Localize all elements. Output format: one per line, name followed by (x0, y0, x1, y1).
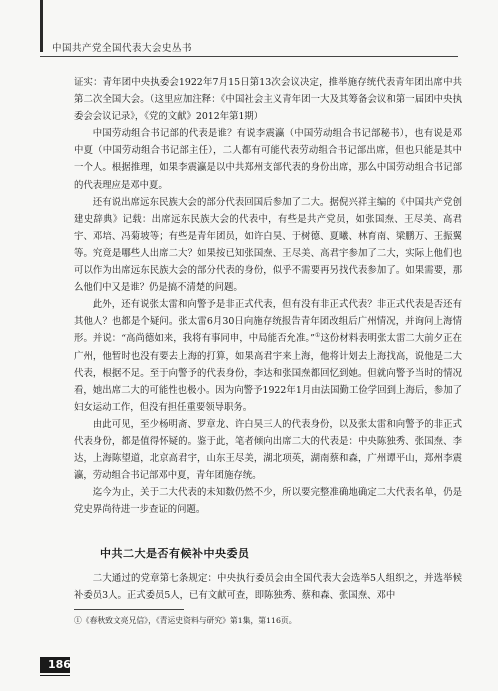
paragraph: 由此可见，至少杨明斋、罗章龙、许白昊三人的代表身份，以及张太雷和向警予的非正式代表身份，都是值得怀疑的。鉴于此，笔者倾向出席二大的代表是：中央陈独秀、张国焘、李达，上海陈望道，北京高君宇，山东王尽美，湖北项英，湖南蔡和森，广州谭平山，郑州李震瀛，劳动组合书记部邓中夏，青年团施存统。 (74, 418, 462, 482)
paragraph-text: 这份材料表明张太雷二大前夕正在广州，他暂时也没有要去上海的打算，如果高君宇来上海，他将计划去上海找高，说他是二大代表，根据不足。至于向警予的代表身份，李达和张国焘都回忆到她。但就向警予当时的情况看，她出席二大的可能性也极小。因为向警予1922年1月由法国勤工俭学回到上海后，参加了妇女运动工作，但没有担任重要领导职务。 (74, 333, 462, 413)
header-rule (40, 56, 458, 57)
paragraph: 迄今为止，关于二大代表的未知数仍然不少，所以要完整准确地确定二大代表名单，仍是党史界尚待进一步查证的问题。 (74, 487, 462, 516)
footnote-marker: ① (314, 332, 321, 340)
paragraph-text: 此外，还有说张太雷和向警予是非正式代表，但有没有非正式代表？非正式代表是否还有其他人？也都是个疑问。张太雷6月30日向施存统报告青年团改组后广州情况，并询问上海情形。并说：“高尚德如来，我将有事同申，中局能否允准。” (74, 299, 462, 345)
header-bar (40, 0, 43, 52)
running-title: 中国共产党全国代表大会史丛书 (52, 43, 193, 54)
footnote: ①《春秋致文亮兄信》，《青运史资料与研究》第1集，第116页。 (74, 616, 297, 625)
footnote-rule (74, 609, 184, 610)
paragraph (74, 296, 462, 416)
section-body (74, 570, 462, 604)
paragraph: 中国劳动组合书记部的代表是谁？有说李震瀛（中国劳动组合书记部秘书），也有说是邓中夏（中国劳动组合书记部主任），二人都有可能代表劳动组合书记部出席，但也只能是其中一个人。根据推理，如果李震瀛是以中共郑州支部代表的身份出席，那么中国劳动组合书记部的代表理应是邓中夏。 (74, 128, 462, 191)
section-title: 中共二大是否有候补中央委员 (100, 547, 250, 560)
paragraph: 证实：青年团中央执委会1922年7月15日第13次会议决定，推举施存统代表青年团出席中共第二次全国大会。（这里应加注释：《中国社会主义青年团一大及其筹备会议和第一届团中央执委会会议记录》，《党的文献》2012年第1期） (74, 77, 462, 123)
paragraph: 二大通过的党章第七条规定：中央执行委员会由全国代表大会选举5人组织之，并选举候补委员3人。正式委员5人，已有文献可查，即陈独秀、蔡和森、张国焘、邓中 (74, 573, 462, 602)
page-number: 186 (48, 658, 71, 671)
paragraph: 还有说出席远东民族大会的部分代表回国后参加了二大。据倪兴祥主编的《中国共产党创建史辞典》记载：出席远东民族大会的代表中，有些是共产党员，如张国焘、王尽美、高君宇、邓培、冯菊坡等；有些是青年团员，如许白昊、于树德、夏曦、林育南、梁鹏万、王振翼等。究竟是哪些人出席二大？如果按已知张国焘、王尽美、高君宇参加了二大，实际上他们也可以作为出席远东民族大会的部分代表的身份，似乎不需要再另找代表参加了。如果需要，那么他们中又是谁？仍是搞不清楚的问题。 (74, 196, 462, 294)
body-text (74, 74, 462, 518)
page-number-rule (40, 675, 70, 676)
